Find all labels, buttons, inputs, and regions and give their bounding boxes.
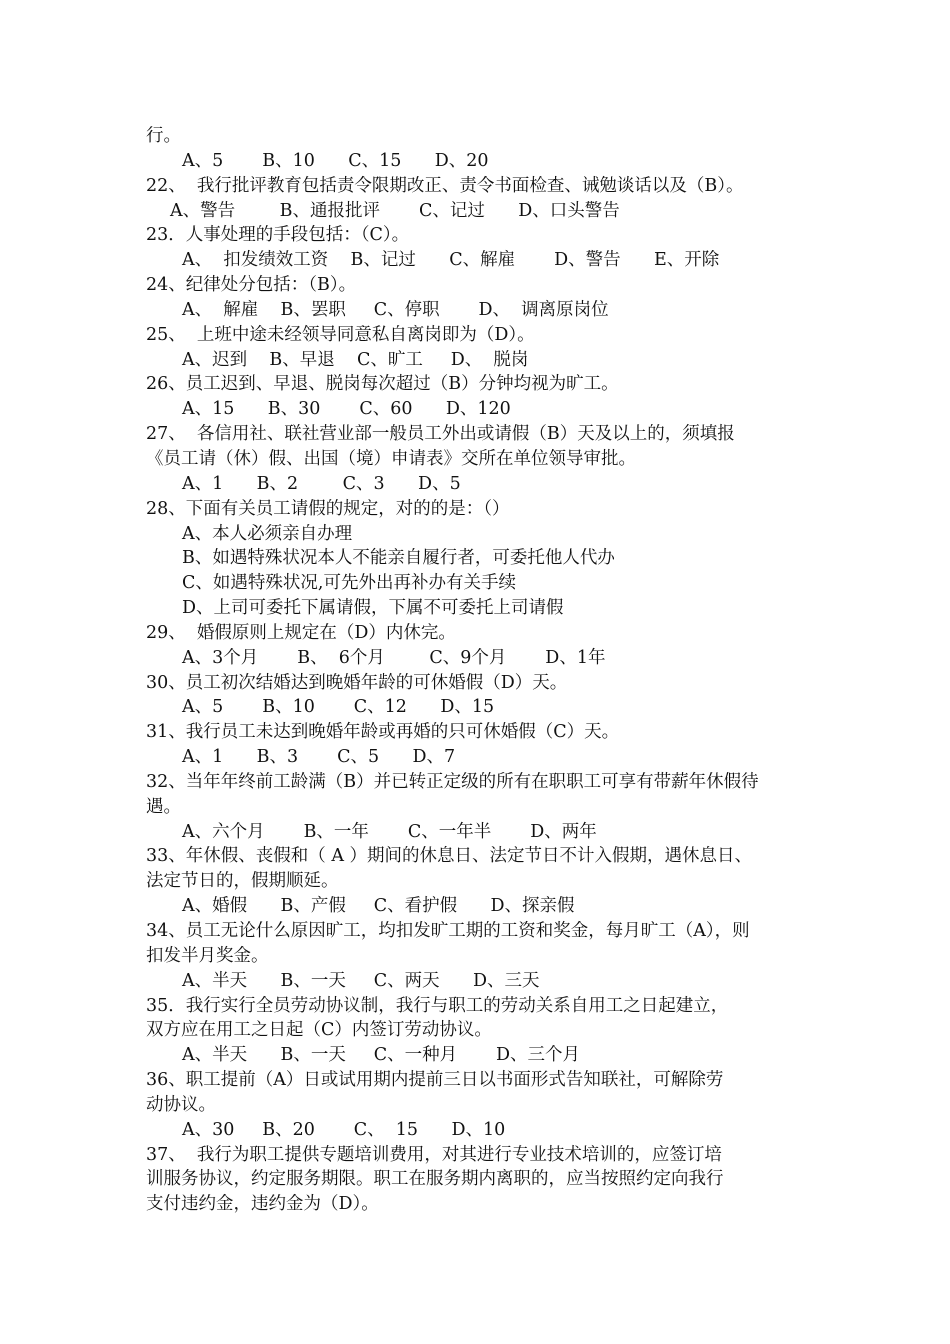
question-line: 34、员工无论什么原因旷工，均扣发旷工期的工资和奖金，每月旷工（A），则 bbox=[146, 921, 750, 941]
option-line: A、本人必须亲自办理 bbox=[182, 523, 353, 544]
question-line: 23．人事处理的手段包括：（C）。 bbox=[146, 225, 410, 246]
option-line: C、如遇特殊状况,可先外出再补办有关手续 bbox=[182, 573, 516, 594]
question-line: 37、 我行为职工提供专题培训费用，对其进行专业技术培训的，应签订培 bbox=[146, 1144, 722, 1165]
option-line: A、 解雇 B、罢职 C、停职 D、 调离原岗位 bbox=[182, 299, 609, 320]
question-line: 33、年休假、丧假和（ A ）期间的休息日、法定节日不计入假期，遇休息日、 bbox=[146, 846, 753, 867]
question-line: 24、纪律处分包括：（B）。 bbox=[146, 275, 357, 296]
question-list bbox=[146, 124, 816, 1217]
question-line: 支付违约金，违约金为（D）。 bbox=[146, 1194, 379, 1215]
question-line: 扣发半月奖金。 bbox=[146, 945, 269, 966]
option-line: A、半天 B、一天 C、两天 D、三天 bbox=[182, 970, 540, 991]
question-line: 27、 各信用社、联社营业部一般员工外出或请假（B）天及以上的，须填报 bbox=[146, 424, 735, 445]
question-line: 训服务协议，约定服务期限。职工在服务期内离职的，应当按照约定向我行 bbox=[146, 1169, 724, 1190]
question-line: 28、下面有关员工请假的规定，对的的是：（） bbox=[146, 498, 510, 519]
option-line: A、30 B、20 C、 15 D、10 bbox=[182, 1119, 506, 1140]
option-line: A、婚假 B、产假 C、看护假 D、探亲假 bbox=[182, 896, 575, 917]
option-line: A、5 B、10 C、12 D、15 bbox=[182, 697, 495, 718]
option-line: D、上司可委托下属请假，下属不可委托上司请假 bbox=[182, 598, 564, 619]
question-line: 双方应在用工之日起（C）内签订劳动协议。 bbox=[146, 1020, 492, 1041]
question-line: 遇。 bbox=[146, 796, 181, 817]
option-line: A、15 B、30 C、60 D、120 bbox=[182, 399, 511, 420]
question-line: 行。 bbox=[146, 126, 181, 146]
question-line: 25、 上班中途未经领导同意私自离岗即为（D）。 bbox=[146, 324, 535, 345]
question-line: 36、职工提前（A）日或试用期内提前三日以书面形式告知联社，可解除劳 bbox=[146, 1070, 724, 1091]
option-line: A、警告 B、通报批评 C、记过 D、口头警告 bbox=[170, 200, 620, 221]
question-line: 35．我行实行全员劳动协议制，我行与职工的劳动关系自用工之日起建立， bbox=[146, 995, 729, 1016]
option-line: A、六个月 B、一年 C、一年半 D、两年 bbox=[182, 821, 597, 842]
question-line: 30、员工初次结婚达到晚婚年龄的可休婚假（D）天。 bbox=[146, 672, 568, 693]
question-line: 22、 我行批评教育包括责令限期改正、责令书面检查、诫勉谈话以及（B）。 bbox=[146, 175, 744, 196]
question-line: 29、 婚假原则上规定在（D）内休完。 bbox=[146, 622, 456, 643]
question-line: 动协议。 bbox=[146, 1094, 216, 1115]
option-line: A、 扣发绩效工资 B、记过 C、解雇 D、警告 E、开除 bbox=[182, 250, 720, 271]
option-line: A、迟到 B、早退 C、旷工 D、 脱岗 bbox=[182, 349, 529, 370]
question-line: 26、员工迟到、早退、脱岗每次超过（B）分钟均视为旷工。 bbox=[146, 374, 619, 395]
question-line: 《员工请（休）假、出国（境）申请表》交所在单位领导审批。 bbox=[146, 448, 636, 469]
option-line: A、5 B、10 C、15 D、20 bbox=[182, 150, 489, 171]
question-line: 32、当年年终前工龄满（B）并已转正定级的所有在职职工可享有带薪年休假待 bbox=[146, 771, 759, 792]
option-line: A、1 B、3 C、5 D、7 bbox=[182, 747, 456, 768]
option-line: B、如遇特殊状况本人不能亲自履行者，可委托他人代办 bbox=[182, 548, 615, 569]
option-line: A、1 B、2 C、3 D、5 bbox=[182, 473, 461, 494]
option-line: A、半天 B、一天 C、一种月 D、三个月 bbox=[182, 1045, 581, 1066]
question-line: 31、我行员工未达到晚婚年龄或再婚的只可休婚假（C）天。 bbox=[146, 722, 620, 743]
question-line: 法定节日的，假期顺延。 bbox=[146, 871, 339, 892]
option-line: A、3个月 B、 6个月 C、9个月 D、1年 bbox=[182, 647, 606, 668]
